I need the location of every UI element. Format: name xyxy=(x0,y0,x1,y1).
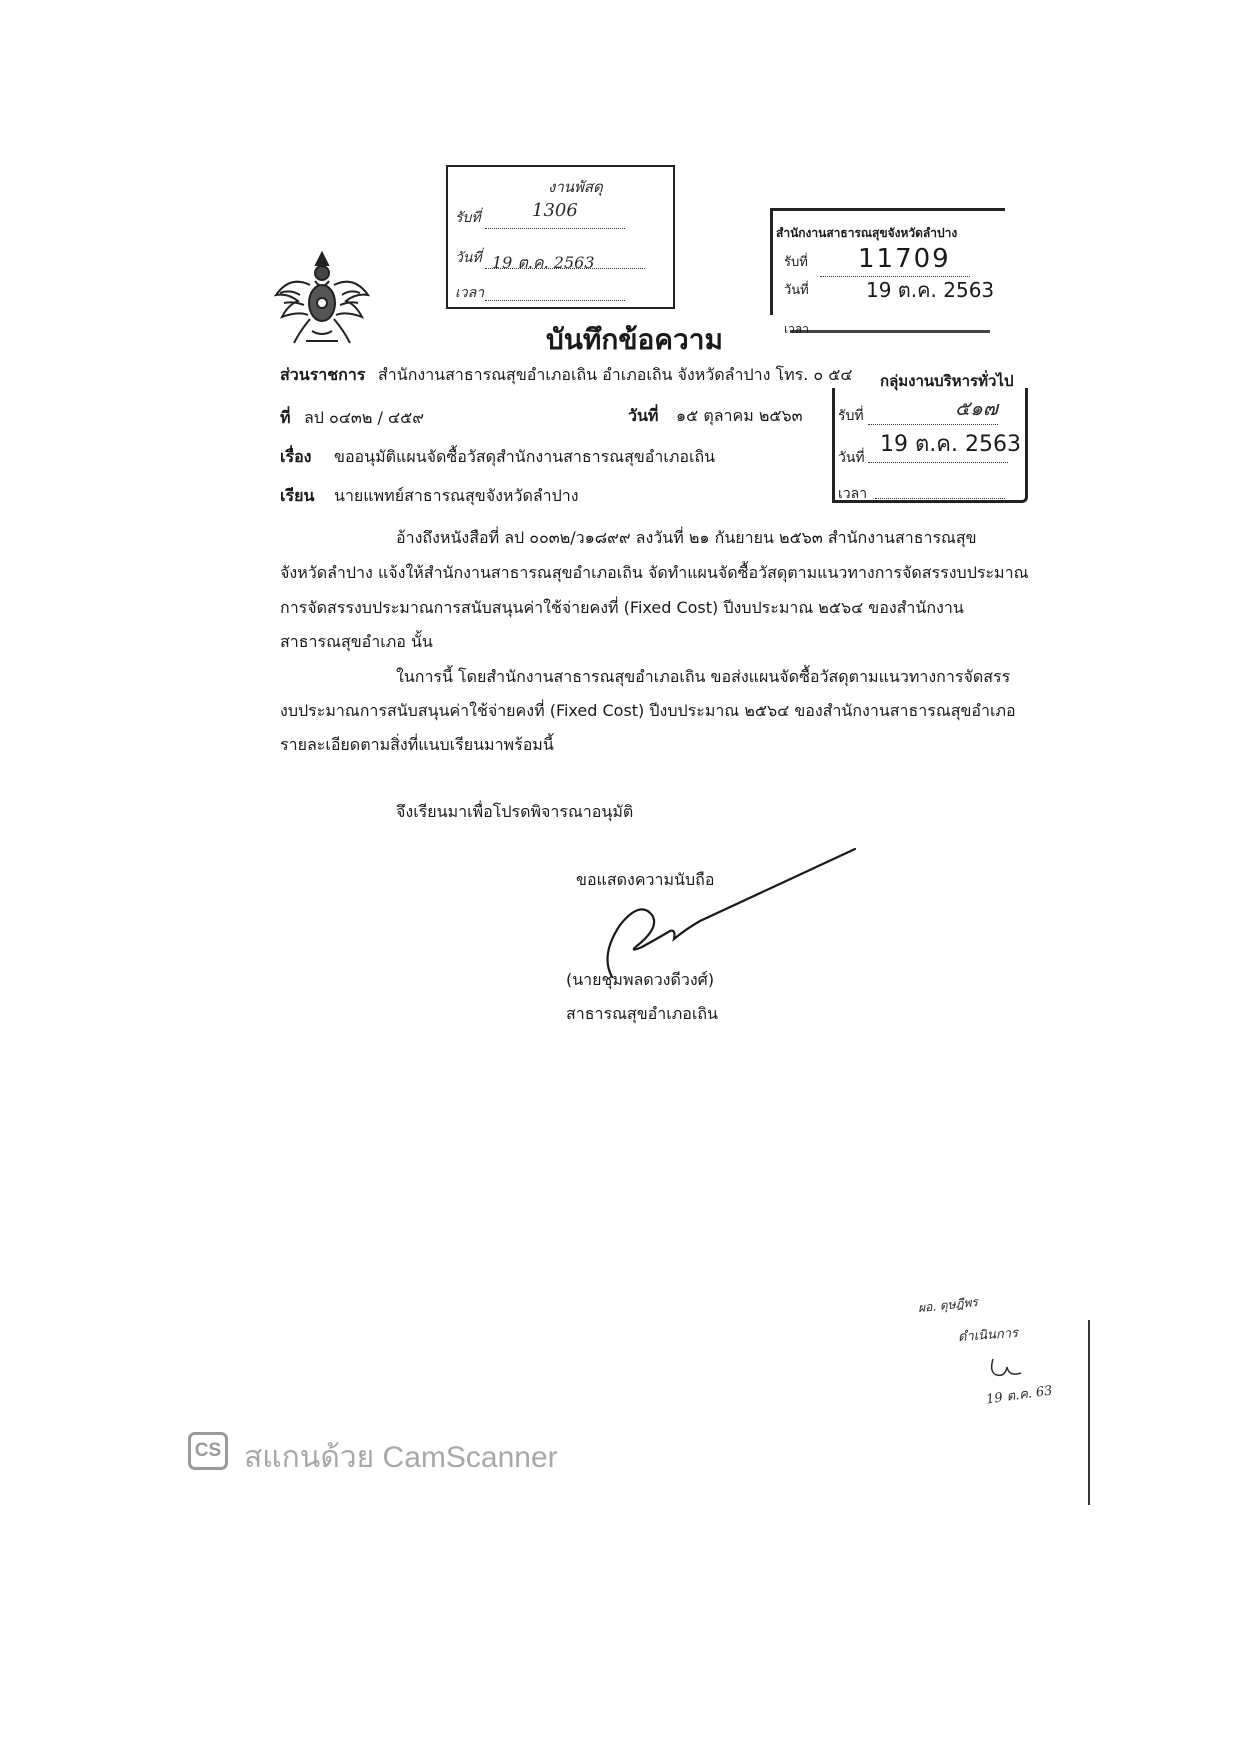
office-time-line xyxy=(790,330,990,333)
para2-line2: งบประมาณการสนับสนุนค่าใช้จ่ายคงที่ (Fixed Cost) ปีงบประมาณ ๒๕๖๔ ของสำนักงานสาธารณสุขอำเภอ xyxy=(280,701,1016,720)
parcel-received-value: 1306 xyxy=(532,200,578,221)
admin-date-label: วันที่ xyxy=(838,450,865,466)
para1-line3: การจัดสรรงบประมาณการสนับสนุนค่าใช้จ่ายคงที่ (Fixed Cost) ปีงบประมาณ ๒๕๖๔ ของสำนักงาน xyxy=(280,598,964,617)
admin-received-value: ๕๑๗ xyxy=(955,396,998,420)
para1-line2: จังหวัดลำปาง แจ้งให้สำนักงานสาธารณสุขอำเภอเถิน จัดทำแผนจัดซื้อวัสดุตามแนวทางการจัดสรรงบประมาณ xyxy=(280,563,1029,582)
ref-value: ลป ๐๔๓๒ / ๔๕๙ xyxy=(304,408,424,427)
office-time-label: เวลา xyxy=(784,322,809,336)
admin-date-value: 19 ต.ค. 2563 xyxy=(880,432,1021,457)
subject-value: ขออนุมัติแผนจัดซื้อวัสดุสำนักงานสาธารณสุขอำเภอเถิน xyxy=(334,447,716,466)
para1-line4: สาธารณสุขอำเภอ นั้น xyxy=(280,632,433,651)
parcel-time-label: เวลา xyxy=(455,285,485,301)
note-line3: 19 ต.ค. 63 xyxy=(985,1383,1054,1408)
memo-title: บันทึกข้อความ xyxy=(546,323,723,356)
to-value: นายแพทย์สาธารณสุขจังหวัดลำปาง xyxy=(334,486,579,505)
signer-name: (นายชุมพลดวงดีวงศ์) xyxy=(566,970,715,989)
camscanner-watermark: สแกนด้วย CamScanner xyxy=(244,1441,558,1474)
signature-scribble xyxy=(590,845,870,985)
note-line1: ผอ. ดุษฎีพร xyxy=(917,1294,979,1316)
office-date-value: 19 ต.ค. 2563 xyxy=(866,278,995,302)
admin-received-label: รับที่ xyxy=(838,408,864,424)
note-line2: ดำเนินการ xyxy=(957,1325,1019,1346)
parcel-date-value: 19 ต.ค. 2563 xyxy=(492,253,595,272)
camscanner-logo: CS xyxy=(188,1432,228,1470)
para2-line3: รายละเอียดตามสิ่งที่แนบเรียนมาพร้อมนี้ xyxy=(280,735,554,754)
parcel-stamp-header: งานพัสดุ xyxy=(548,178,603,196)
to-label: เรียน xyxy=(280,486,315,505)
admin-time-label: เวลา xyxy=(838,486,868,502)
salutation: ขอแสดงความนับถือ xyxy=(576,870,715,889)
note-initials-scribble xyxy=(985,1355,1025,1383)
signer-position: สาธารณสุขอำเภอเถิน xyxy=(566,1004,718,1023)
date-value: ๑๕ ตุลาคม ๒๕๖๓ xyxy=(676,406,803,425)
admin-stamp-header: กลุ่มงานบริหารทั่วไป xyxy=(880,372,1014,390)
parcel-date-label: วันที่ xyxy=(455,250,482,266)
agency-value: สำนักงานสาธารณสุขอำเภอเถิน อำเภอเถิน จังหวัดลำปาง โทร. ๐ ๕๔ xyxy=(378,365,853,384)
para1-line1: อ้างถึงหนังสือที่ ลป ๐๐๓๒/ว๑๘๙๙ ลงวันที่ ๒๑ กันยายน ๒๕๖๓ สำนักงานสาธารณสุข xyxy=(396,528,977,547)
subject-label: เรื่อง xyxy=(280,447,312,466)
ref-label: ที่ xyxy=(280,408,291,427)
office-received-value: 11709 xyxy=(858,244,951,274)
agency-label: ส่วนราชการ xyxy=(280,365,366,384)
garuda-emblem xyxy=(270,245,375,350)
page-edge xyxy=(1088,1320,1090,1505)
para2-line1: ในการนี้ โดยสำนักงานสาธารณสุขอำเภอเถิน ขอส่งแผนจัดซื้อวัสดุตามแนวทางการจัดสรร xyxy=(396,667,1011,686)
parcel-received-label: รับที่ xyxy=(455,210,481,226)
office-received-label: รับที่ xyxy=(784,255,808,270)
closing-request: จึงเรียนมาเพื่อโปรดพิจารณาอนุมัติ xyxy=(396,802,634,821)
office-date-label: วันที่ xyxy=(784,283,809,298)
date-label: วันที่ xyxy=(628,406,659,425)
office-stamp-header: สำนักงานสาธารณสุขจังหวัดลำปาง xyxy=(776,226,958,240)
